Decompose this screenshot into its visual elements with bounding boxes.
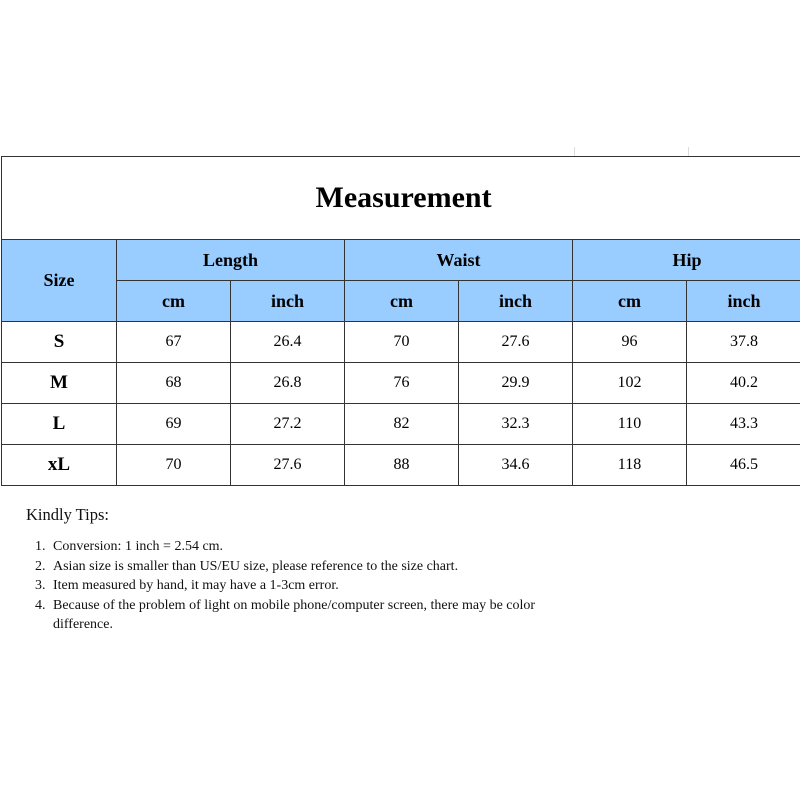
header-hip-inch: inch [687,281,800,322]
size-chart [1,156,800,486]
length-cm-cell: 69 [117,404,231,445]
length-cm-cell: 67 [117,322,231,363]
kindly-tips [26,505,553,635]
header-length: Length [117,240,345,281]
length-cm-cell: 68 [117,363,231,404]
size-cell: L [2,404,117,445]
size-table [1,156,800,486]
hip-inch-cell: 46.5 [687,445,800,486]
hip-cm-cell: 118 [573,445,687,486]
length-inch-cell: 26.8 [231,363,345,404]
length-inch-cell: 27.6 [231,445,345,486]
hip-cm-cell: 96 [573,322,687,363]
header-waist-inch: inch [459,281,573,322]
header-hip-cm: cm [573,281,687,322]
table-row [2,363,800,404]
table-title [2,157,800,240]
hip-inch-cell: 43.3 [687,404,800,445]
hip-inch-cell: 37.8 [687,322,800,363]
tip-item: 3. Item measured by hand, it may have a 1-3cm error. [49,576,553,596]
table-title-text: Measurement [315,181,492,214]
header-length-inch: inch [231,281,345,322]
header-size: Size [2,240,117,322]
hip-cm-cell: 102 [573,363,687,404]
tips-title: Kindly Tips: [26,505,109,524]
size-cell: S [2,322,117,363]
table-row [2,322,800,363]
waist-inch-cell: 29.9 [459,363,573,404]
hip-cm-cell: 110 [573,404,687,445]
header-waist: Waist [345,240,573,281]
tip-item: 2. Asian size is smaller than US/EU size, please reference to the size chart. [49,557,553,577]
tip-item: 1. Conversion: 1 inch = 2.54 cm. [49,537,553,557]
waist-cm-cell: 70 [345,322,459,363]
header-hip: Hip [573,240,800,281]
table-row [2,404,800,445]
size-cell: xL [2,445,117,486]
length-inch-cell: 26.4 [231,322,345,363]
waist-inch-cell: 27.6 [459,322,573,363]
length-inch-cell: 27.2 [231,404,345,445]
tips-list [26,537,553,635]
tip-item: 4. Because of the problem of light on mobile phone/computer screen, there may be color difference. [49,596,553,635]
waist-cm-cell: 82 [345,404,459,445]
waist-cm-cell: 76 [345,363,459,404]
table-row [2,445,800,486]
waist-cm-cell: 88 [345,445,459,486]
waist-inch-cell: 32.3 [459,404,573,445]
waist-inch-cell: 34.6 [459,445,573,486]
header-length-cm: cm [117,281,231,322]
hip-inch-cell: 40.2 [687,363,800,404]
size-cell: M [2,363,117,404]
length-cm-cell: 70 [117,445,231,486]
header-waist-cm: cm [345,281,459,322]
